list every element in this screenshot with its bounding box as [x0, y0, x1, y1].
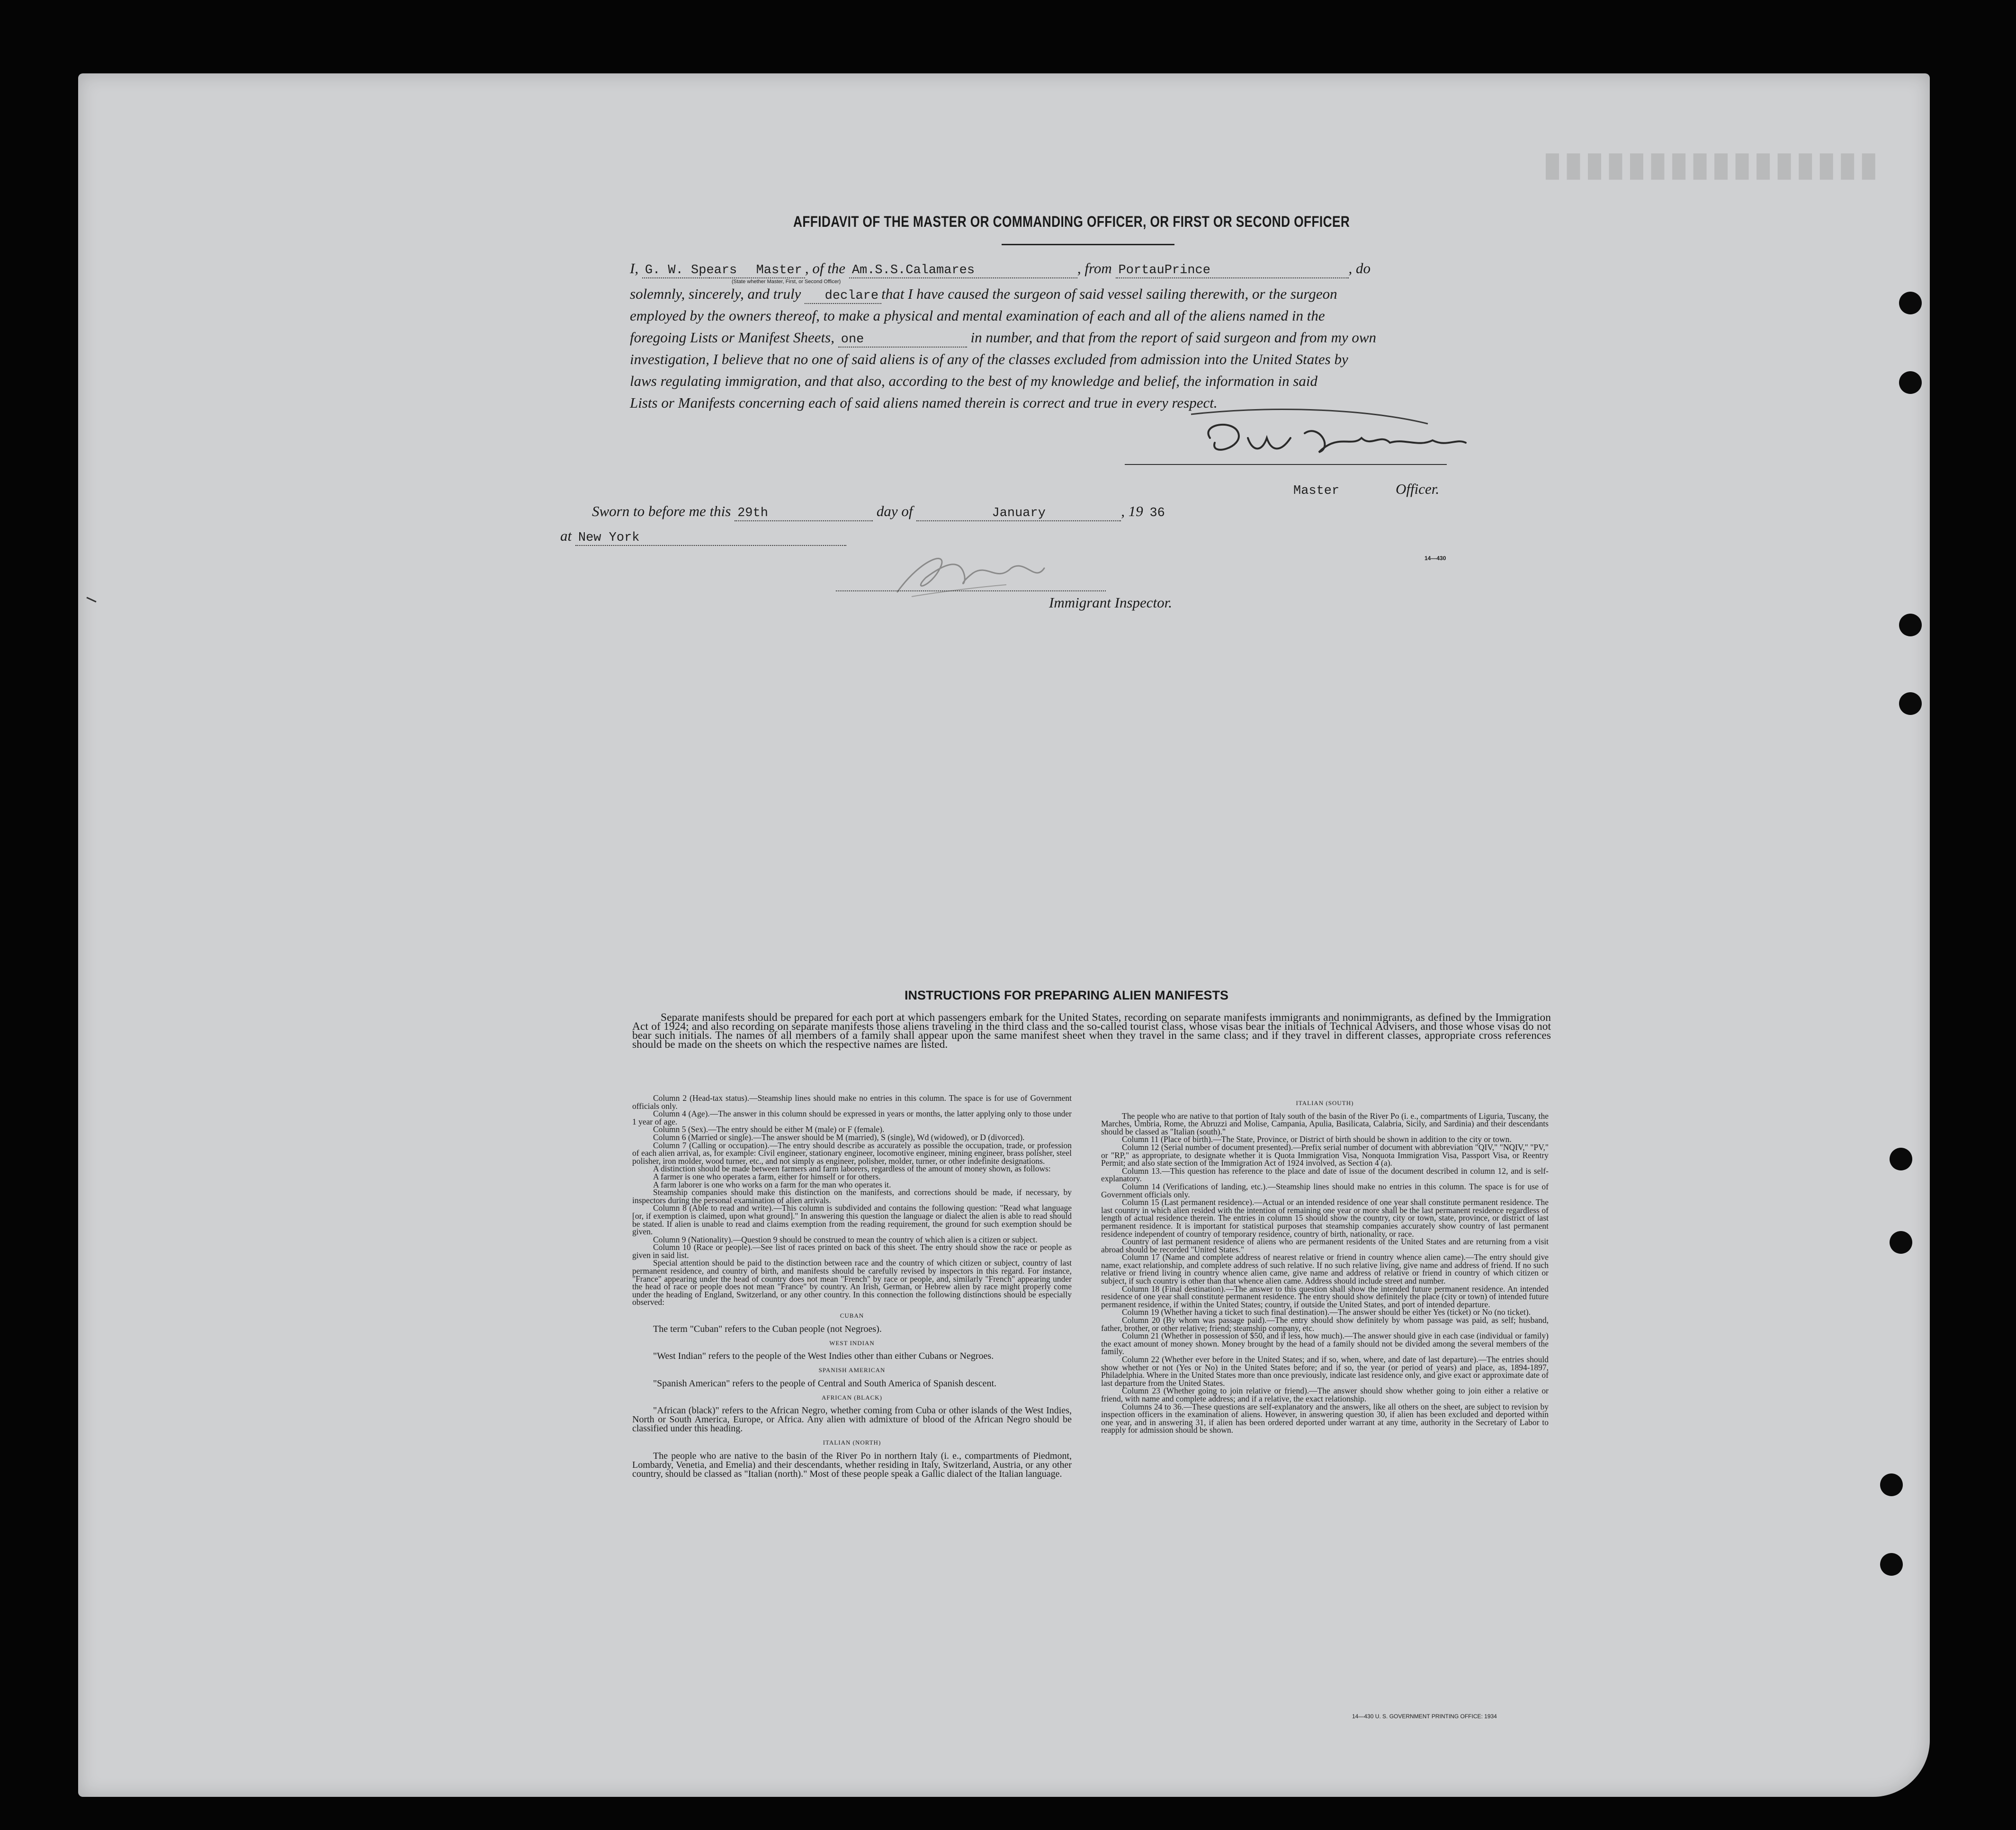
affidavit-line-1: I, G. W. Spears Master , of the Am.S.S.Calamares , from PortauPrince , do: [630, 260, 1371, 277]
sworn-month: January: [916, 506, 1121, 521]
instruction-paragraph: A farmer is one who operates a farm, either for himself or for others.: [653, 1171, 881, 1181]
inspector-label: Immigrant Inspector.: [1049, 594, 1173, 611]
instruction-paragraph: Column 11 (Place of birth).—The State, Province, or District of birth should be shown in addition to the city or town.: [1122, 1134, 1512, 1144]
affidavit-title: AFFIDAVIT OF THE MASTER OR COMMANDING OFFICER, OR FIRST OR SECOND OFFICER: [793, 213, 1350, 230]
definition-west-indian: "West Indian" refers to the people of the West Indies other than either Cubans or Negroes.: [653, 1351, 994, 1362]
instruction-paragraph: Column 8 (Able to read and write).—This column is subdivided and contains the following question: "Read what language [or, if exemption is claimed, upon what ground]." In answering this question the language or dialect the alien is able to read should be stated. If alien is unable to read and claims exemption from the reading requirement, the ground for such exemption should be given.: [632, 1203, 1072, 1237]
officer-rank: Master: [709, 263, 805, 278]
manifest-sheet: [78, 73, 1930, 1797]
section-heading-cuban: CUBAN: [840, 1312, 864, 1320]
definition-spanish-american: "Spanish American" refers to the people of Central and South America of Spanish descent.: [653, 1378, 997, 1389]
instruction-paragraph: Column 4 (Age).—The answer in this column should be expressed in years or months, the latter applying only to those under 1 year of age.: [632, 1109, 1072, 1126]
instructions-intro: Separate manifests should be prepared for each port at which passengers embark for the United States, recording on separate manifests immigrants and nonimmigrants, as defined by the Immigration Act of 1924; and also recording on separate manifests those aliens traveling in the third class and the so-called tourist class, whose visas bear the initials of Technical Advisers, and those whose visas do not bear such initials. The names of all members of a family shall appear upon the same manifest sheet when they travel in the same class; and if they travel in different classes, appropriate cross references should be made on the sheets on which the respective names are listed.: [632, 1011, 1551, 1051]
sworn-line: Sworn to before me this 29th day of January , 19 36: [592, 502, 1185, 521]
rank-hint: (State whether Master, First, or Second Officer): [732, 279, 841, 285]
punch-hole: [1880, 1473, 1903, 1496]
sheet-count: one: [838, 332, 967, 348]
instruction-paragraph: Column 18 (Final destination).—The answer to this question shall show the intended future permanent residence. An intended residence of one year shall constitute permanent residence. The entry should show definitely the place (city or town) of intended future permanent residence, if within the United States; country, if outside the United States, and port of intended departure.: [1101, 1284, 1549, 1309]
punch-hole: [1880, 1553, 1903, 1576]
officer-rank-value: Master: [1293, 484, 1340, 498]
instruction-paragraph: Column 22 (Whether ever before in the United States; and if so, when, where, and date of last departure).—The entries should show whether or not (Yes or No) in the United States before; and if so, the year (or period of years) and place, as, 1894-1897, Philadelphia. Where in the United States more than once previously, indicate last residence only, and give exact or approximate date of last departure from the United States.: [1101, 1355, 1549, 1388]
instruction-paragraph: The people who are native to that portion of Italy south of the basin of the River Po (i. e., compartments of Liguria, Tuscany, the Marches, Umbria, Rome, the Abruzzi and Molise, Campania, Apulia, Basilicata, Calabria, Sicily, and Sardinia) and their descendants should be classed as "Italian (south).": [1101, 1111, 1549, 1136]
affidavit-line-4: foregoing Lists or Manifest Sheets, one in number, and that from the report of said surgeon and from my own: [630, 329, 1377, 347]
instruction-paragraph: Country of last permanent residence of aliens who are permanent residents of the United States and are returning from a visit abroad should be recorded "United States.": [1101, 1237, 1549, 1254]
instruction-paragraph: Column 19 (Whether having a ticket to such final destination).—The answer should be either Yes (ticket) or No (no ticket).: [1122, 1307, 1531, 1317]
instruction-paragraph: Column 6 (Married or single).—The answer should be M (married), S (single), Wd (widowed), or D (divorced).: [653, 1132, 1025, 1142]
instruction-paragraph: Column 2 (Head-tax status).—Steamship lines should make no entries in this column. The space is for use of Government officials only.: [632, 1093, 1072, 1111]
affidavit-line-7: Lists or Manifests concerning each of said aliens named therein is correct and true in every respect.: [630, 394, 1218, 411]
section-heading-african: AFRICAN (BLACK): [821, 1393, 883, 1401]
section-heading-west-indian: WEST INDIAN: [829, 1339, 875, 1347]
instruction-paragraph: Column 17 (Name and complete address of nearest relative or friend in country whence alien came).—The entry should give name, exact relationship, and complete address of such relative. If no such relative living, give name and address of friend. If no such relative or friend living in country whence alien came, give name and address of relative or friend in country of which citizen or subject, if such country is other than that whence alien came. Address should include street and number.: [1101, 1252, 1549, 1286]
sworn-day: 29th: [735, 506, 873, 521]
departure-port: PortauPrince: [1116, 263, 1349, 278]
sworn-place: New York: [575, 531, 846, 546]
instruction-paragraph: A distinction should be made between farmers and farm laborers, regardless of the amount of money shown, as follows:: [653, 1164, 1051, 1174]
printing-office-footer: 14—430 U. S. GOVERNMENT PRINTING OFFICE: 1934: [1352, 1713, 1497, 1720]
definition-italian-north: The people who are native to the basin of the River Po in northern Italy (i. e., compartments of Piedmont, Lombardy, Venetia, and Emelia) and their descendants, whether residing in Italy, Switzerland, Austria, or any other country, should be classed as "Italian (north)." Most of these people speak a Gallic dialect of the Italian language.: [632, 1451, 1072, 1479]
declare-word: declare: [805, 289, 881, 304]
instruction-paragraph: Column 5 (Sex).—The entry should be either M (male) or F (female).: [653, 1125, 885, 1134]
inspector-signature-line: [836, 590, 1106, 591]
instruction-paragraph: Column 12 (Serial number of document presented).—Prefix serial number of document with abbreviation "QIV," "NQIV," "PV," or "RP," as appropriate, to designate whether it is Quota Immigration Visa, Nonquota Immigration Visa, Passport Visa, or Reentry Permit; and also state section of the Immigration Act of 1924 involved, as Section 4 (a).: [1101, 1142, 1549, 1168]
affidavit-line-2: solemnly, sincerely, and truly declare that I have caused the surgeon of said vessel sailing therewith, or the surgeon: [630, 286, 1337, 303]
bleed-through-text: ▮▮▮▮▮▮▮▮▮▮▮▮▮▮▮▮: [1540, 145, 1878, 182]
affidavit-line-5: investigation, I believe that no one of said aliens is of any of the classes excluded from admission into the United States by: [630, 351, 1348, 367]
instruction-paragraph: Column 20 (By whom was passage paid).—The entry should show definitely by whom passage was paid, as self; husband, father, brother, or other relative; friend; steamship company, etc.: [1101, 1315, 1549, 1333]
place-line: at New York: [560, 527, 846, 546]
master-signature: [1182, 405, 1513, 471]
instructions-title: INSTRUCTIONS FOR PREPARING ALIEN MANIFESTS: [905, 988, 1229, 1002]
punch-hole: [1899, 614, 1922, 636]
instruction-paragraph: Column 10 (Race or people).—See list of races printed on back of this sheet. The entry should show the race or people as given in said list.: [632, 1242, 1072, 1260]
instructions-right-column: [1101, 1099, 1549, 1434]
instruction-paragraph: Column 14 (Verifications of landing, etc.).—Steamship lines should make no entries in this column. The space is for use of Government officials only.: [1101, 1181, 1549, 1199]
instruction-paragraph: Column 21 (Whether in possession of $50, and if less, how much).—The answer should give in each case (individual or family) the exact amount of money shown. Money brought by the head of a family should not be divided among the several members of the family.: [1101, 1331, 1549, 1357]
instruction-paragraph: Column 15 (Last permanent residence).—Actual or an intended residence of one year shall constitute permanent residence. The last country in which alien resided with the intention of remaining one year or more shall be the last permanent residence regardless of length of actual residence therein. The entries in column 15 should show the country, city or town, state, province, or district of last permanent residence. It is important for statistical purposes that steamship companies accurately show country of last permanent residence independent of country of temporary residence, country of birth, nationality, or race.: [1101, 1197, 1549, 1239]
instruction-paragraph: Column 13.—This question has reference to the place and date of issue of the document described in column 12, and is self-explanatory.: [1101, 1166, 1549, 1184]
instruction-paragraph: Special attention should be paid to the distinction between race and the country of which citizen or subject, country of last permanent residence, and country of birth, and manifests should be carefully revised by inspectors in this regard. For instance, "France" appearing under the head of country does not mean "French" by race or people, and, similarly "French" appearing under the head of race or people does not mean "France" by country. An Irish, German, or Hebrew alien by race might properly come under the heading of England, Switzerland, or any other country. In this connection the following distinctions should be especially observed:: [632, 1258, 1072, 1307]
form-number: 14—430: [1425, 555, 1446, 562]
definition-african: "African (black)" refers to the African Negro, whether coming from Cuba or other islands of the West Indies, North or South America, Europe, or Africa. Any alien with admixture of blood of the African Negro should be classified under this heading.: [632, 1405, 1072, 1434]
instruction-paragraph: Steamship companies should make this distinction on the manifests, and corrections should be made, if necessary, by inspectors during the personal examination of alien arrivals.: [632, 1187, 1072, 1205]
punch-hole: [1890, 1148, 1912, 1170]
punch-hole: [1890, 1231, 1912, 1254]
instruction-paragraph: Column 9 (Nationality).—Question 9 should be construed to mean the country of which alien is a citizen or subject.: [653, 1234, 1038, 1244]
section-heading-spanish-american: SPANISH AMERICAN: [818, 1366, 886, 1374]
section-heading-italian-north: ITALIAN (NORTH): [823, 1439, 881, 1446]
affidavit-line-6: laws regulating immigration, and that also, according to the best of my knowledge and belief, the information in said: [630, 373, 1318, 389]
instruction-paragraph: Column 7 (Calling or occupation).—The entry should describe as accurately as possible the occupation, trade, or profession of each alien arrival, as, for example: Civil engineer, stationary engineer, locomotive engineer, mining engineer, brass polisher, steel polisher, iron molder, wood turner, etc., and not simply as engineer, polisher, molder, turner, or other indefinite designations.: [632, 1140, 1072, 1166]
officer-rank-line: Master Officer.: [1290, 480, 1439, 499]
officer-signature-line: [1125, 464, 1447, 465]
instruction-paragraph: A farm laborer is one who works on a farm for the man who operates it.: [653, 1179, 891, 1189]
punch-hole: [1899, 292, 1922, 314]
instruction-paragraph: Column 23 (Whether going to join relative or friend).—The answer should show whether going to join either a relative or friend, with name and complete address; and if a relative, the exact relationship.: [1101, 1386, 1549, 1403]
officer-name: G. W. Spears: [642, 263, 709, 278]
section-heading-italian-south: ITALIAN (SOUTH): [1296, 1099, 1354, 1107]
instruction-paragraph: Columns 24 to 36.—These questions are self-explanatory and the answers, like all others on the sheet, are subject to revision by inspection officers in the examination of aliens. However, in answering question 30, if alien has been excluded and deported within one year, and in answering 31, if alien has been ordered deported under warrant at any time, authority in the Secretary of Labor to reapply for admission should be shown.: [1101, 1402, 1549, 1435]
title-rule: [1002, 244, 1174, 245]
punch-hole: [1899, 371, 1922, 394]
punch-hole: [1899, 692, 1922, 715]
sworn-year: 36: [1149, 506, 1165, 520]
instructions-left-column: [632, 1094, 1072, 1479]
definition-cuban: The term "Cuban" refers to the Cuban people (not Negroes).: [653, 1323, 882, 1334]
vessel-name: Am.S.S.Calamares: [849, 263, 1077, 278]
affidavit-line-3: employed by the owners thereof, to make a physical and mental examination of each and all of the aliens named in the: [630, 307, 1325, 324]
